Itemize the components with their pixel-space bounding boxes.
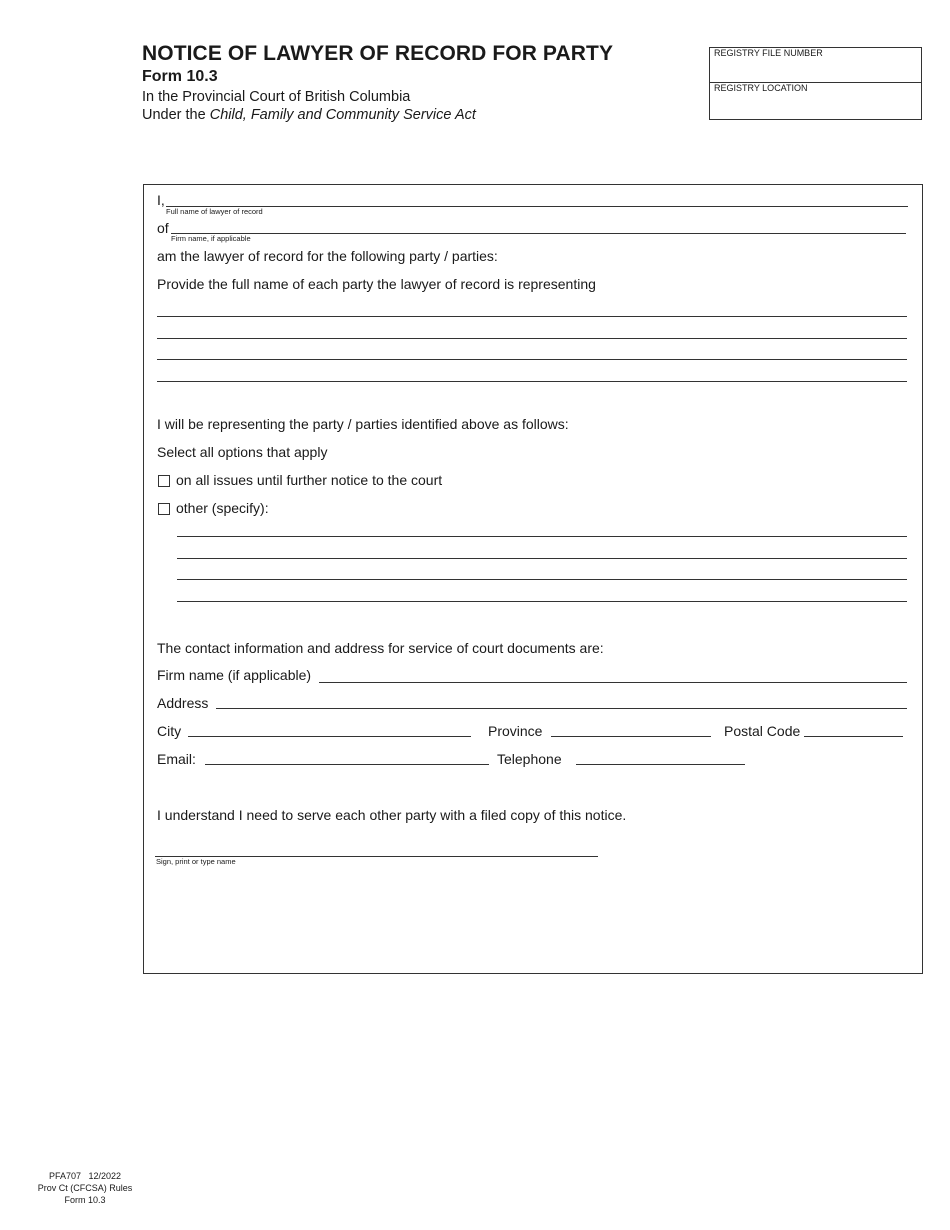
firm-name-caption: Firm name, if applicable [171,234,251,243]
acknowledgement-statement: I understand I need to serve each other party with a filed copy of this notice. [157,807,627,823]
registry-location-label: REGISTRY LOCATION [714,83,808,93]
other-checkbox[interactable] [158,503,170,515]
all-issues-checkbox[interactable] [158,475,170,487]
other-specify-line-2[interactable] [177,558,907,559]
other-specify-line-3[interactable] [177,579,907,580]
form-footer [22,1170,148,1206]
form-title: NOTICE OF LAWYER OF RECORD FOR PARTY [142,42,614,65]
i-label: I, [157,192,165,208]
firm-name-field[interactable] [171,233,906,234]
signature-caption: Sign, print or type name [156,857,236,866]
party-name-line-3[interactable] [157,359,907,360]
email-field[interactable] [205,764,489,765]
form-number: Form 10.3 [142,68,218,85]
of-label: of [157,220,169,236]
party-name-line-1[interactable] [157,316,907,317]
contact-firm-field[interactable] [319,682,907,683]
telephone-label: Telephone [497,751,562,767]
postal-code-field[interactable] [804,736,903,737]
registry-file-number-label: REGISTRY FILE NUMBER [714,48,823,58]
address-field[interactable] [216,708,907,709]
lawyer-name-field[interactable] [166,206,908,207]
city-label: City [157,723,182,739]
email-label: Email: [157,751,196,767]
registry-location-field[interactable] [710,83,921,118]
parties-instruction: Provide the full name of each party the lawyer of record is representing [157,276,596,292]
telephone-field[interactable] [576,764,745,765]
postal-code-label: Postal Code [724,723,801,739]
representation-intro: I will be representing the party / parties identified above as follows: [157,416,569,432]
act-prefix: Under the [142,107,206,123]
representation-instruction: Select all options that apply [157,444,328,460]
city-field[interactable] [188,736,471,737]
province-field[interactable] [551,736,711,737]
lawyer-statement: am the lawyer of record for the following party / parties: [157,248,498,264]
act-name: Child, Family and Community Service Act [209,107,476,123]
all-issues-label: on all issues until further notice to the court [176,472,443,488]
footer-code: PFA707 12/2022 [48,1171,122,1181]
act-reference [142,107,476,123]
party-name-line-2[interactable] [157,338,907,339]
form-body [143,184,923,974]
lawyer-name-caption: Full name of lawyer of record [166,207,263,216]
party-name-line-4[interactable] [157,381,907,382]
other-label: other (specify): [176,500,269,516]
contact-firm-label: Firm name (if applicable) [157,667,312,683]
registry-file-number-field[interactable] [710,48,921,83]
province-label: Province [488,723,543,739]
registry-box [709,47,922,120]
contact-intro: The contact information and address for service of court documents are: [157,640,604,656]
other-specify-line-1[interactable] [177,536,907,537]
footer-rules: Prov Ct (CFCSA) Rules [37,1183,133,1193]
court-name: In the Provincial Court of British Columbia [142,89,411,105]
footer-form: Form 10.3 [64,1195,106,1205]
address-label: Address [157,695,209,711]
other-specify-line-4[interactable] [177,601,907,602]
